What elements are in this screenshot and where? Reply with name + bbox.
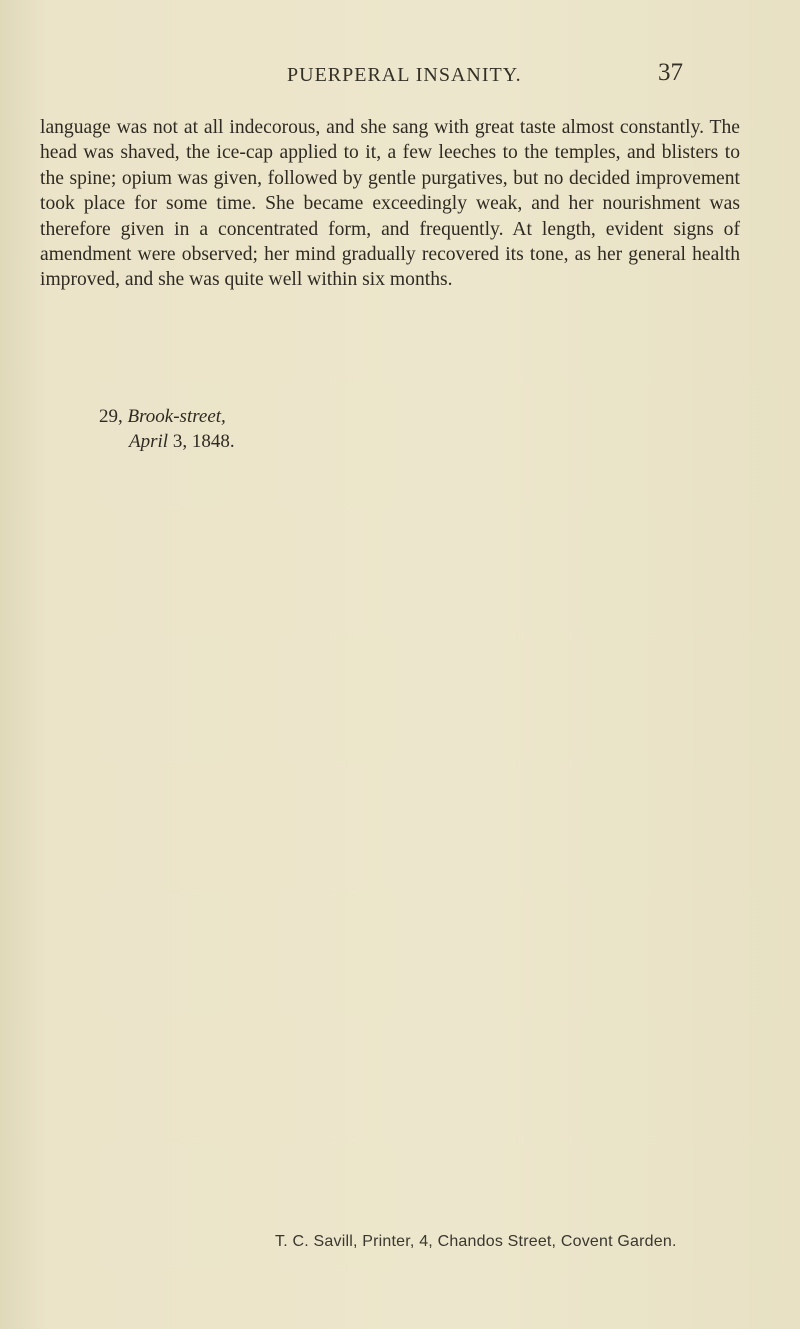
running-title: PUERPERAL INSANITY. [287,64,522,86]
signature-address [99,404,235,429]
signature-month: April [129,431,169,452]
running-head [0,59,800,92]
signature-day-year: 3, 1848. [172,431,235,452]
signature-date [99,429,235,454]
printer-imprint: T. C. Savill, Printer, 4, Chandos Street, Covent Garden. [275,1233,677,1250]
page-number: 37 [658,59,683,86]
body-paragraph: language was not at all indecorous, and she sang with great taste almost constantly. The head was shaved, the ice-cap applied to it, a few leeches to the temples, and blisters to the spine; opium was given, followed by gentle purgatives, but no decided improvement took place for some time. She became exceedingly weak, and her nourishment was therefore given in a concentrated form, and frequently. At length, evident signs of amendment were observed; her mind gradually recovered its tone, as her general health improved, and she was quite well within six months. [40,117,740,291]
signature-block [99,404,235,454]
signature-street: Brook-street, [127,406,226,427]
signature-number: 29, [99,406,123,427]
